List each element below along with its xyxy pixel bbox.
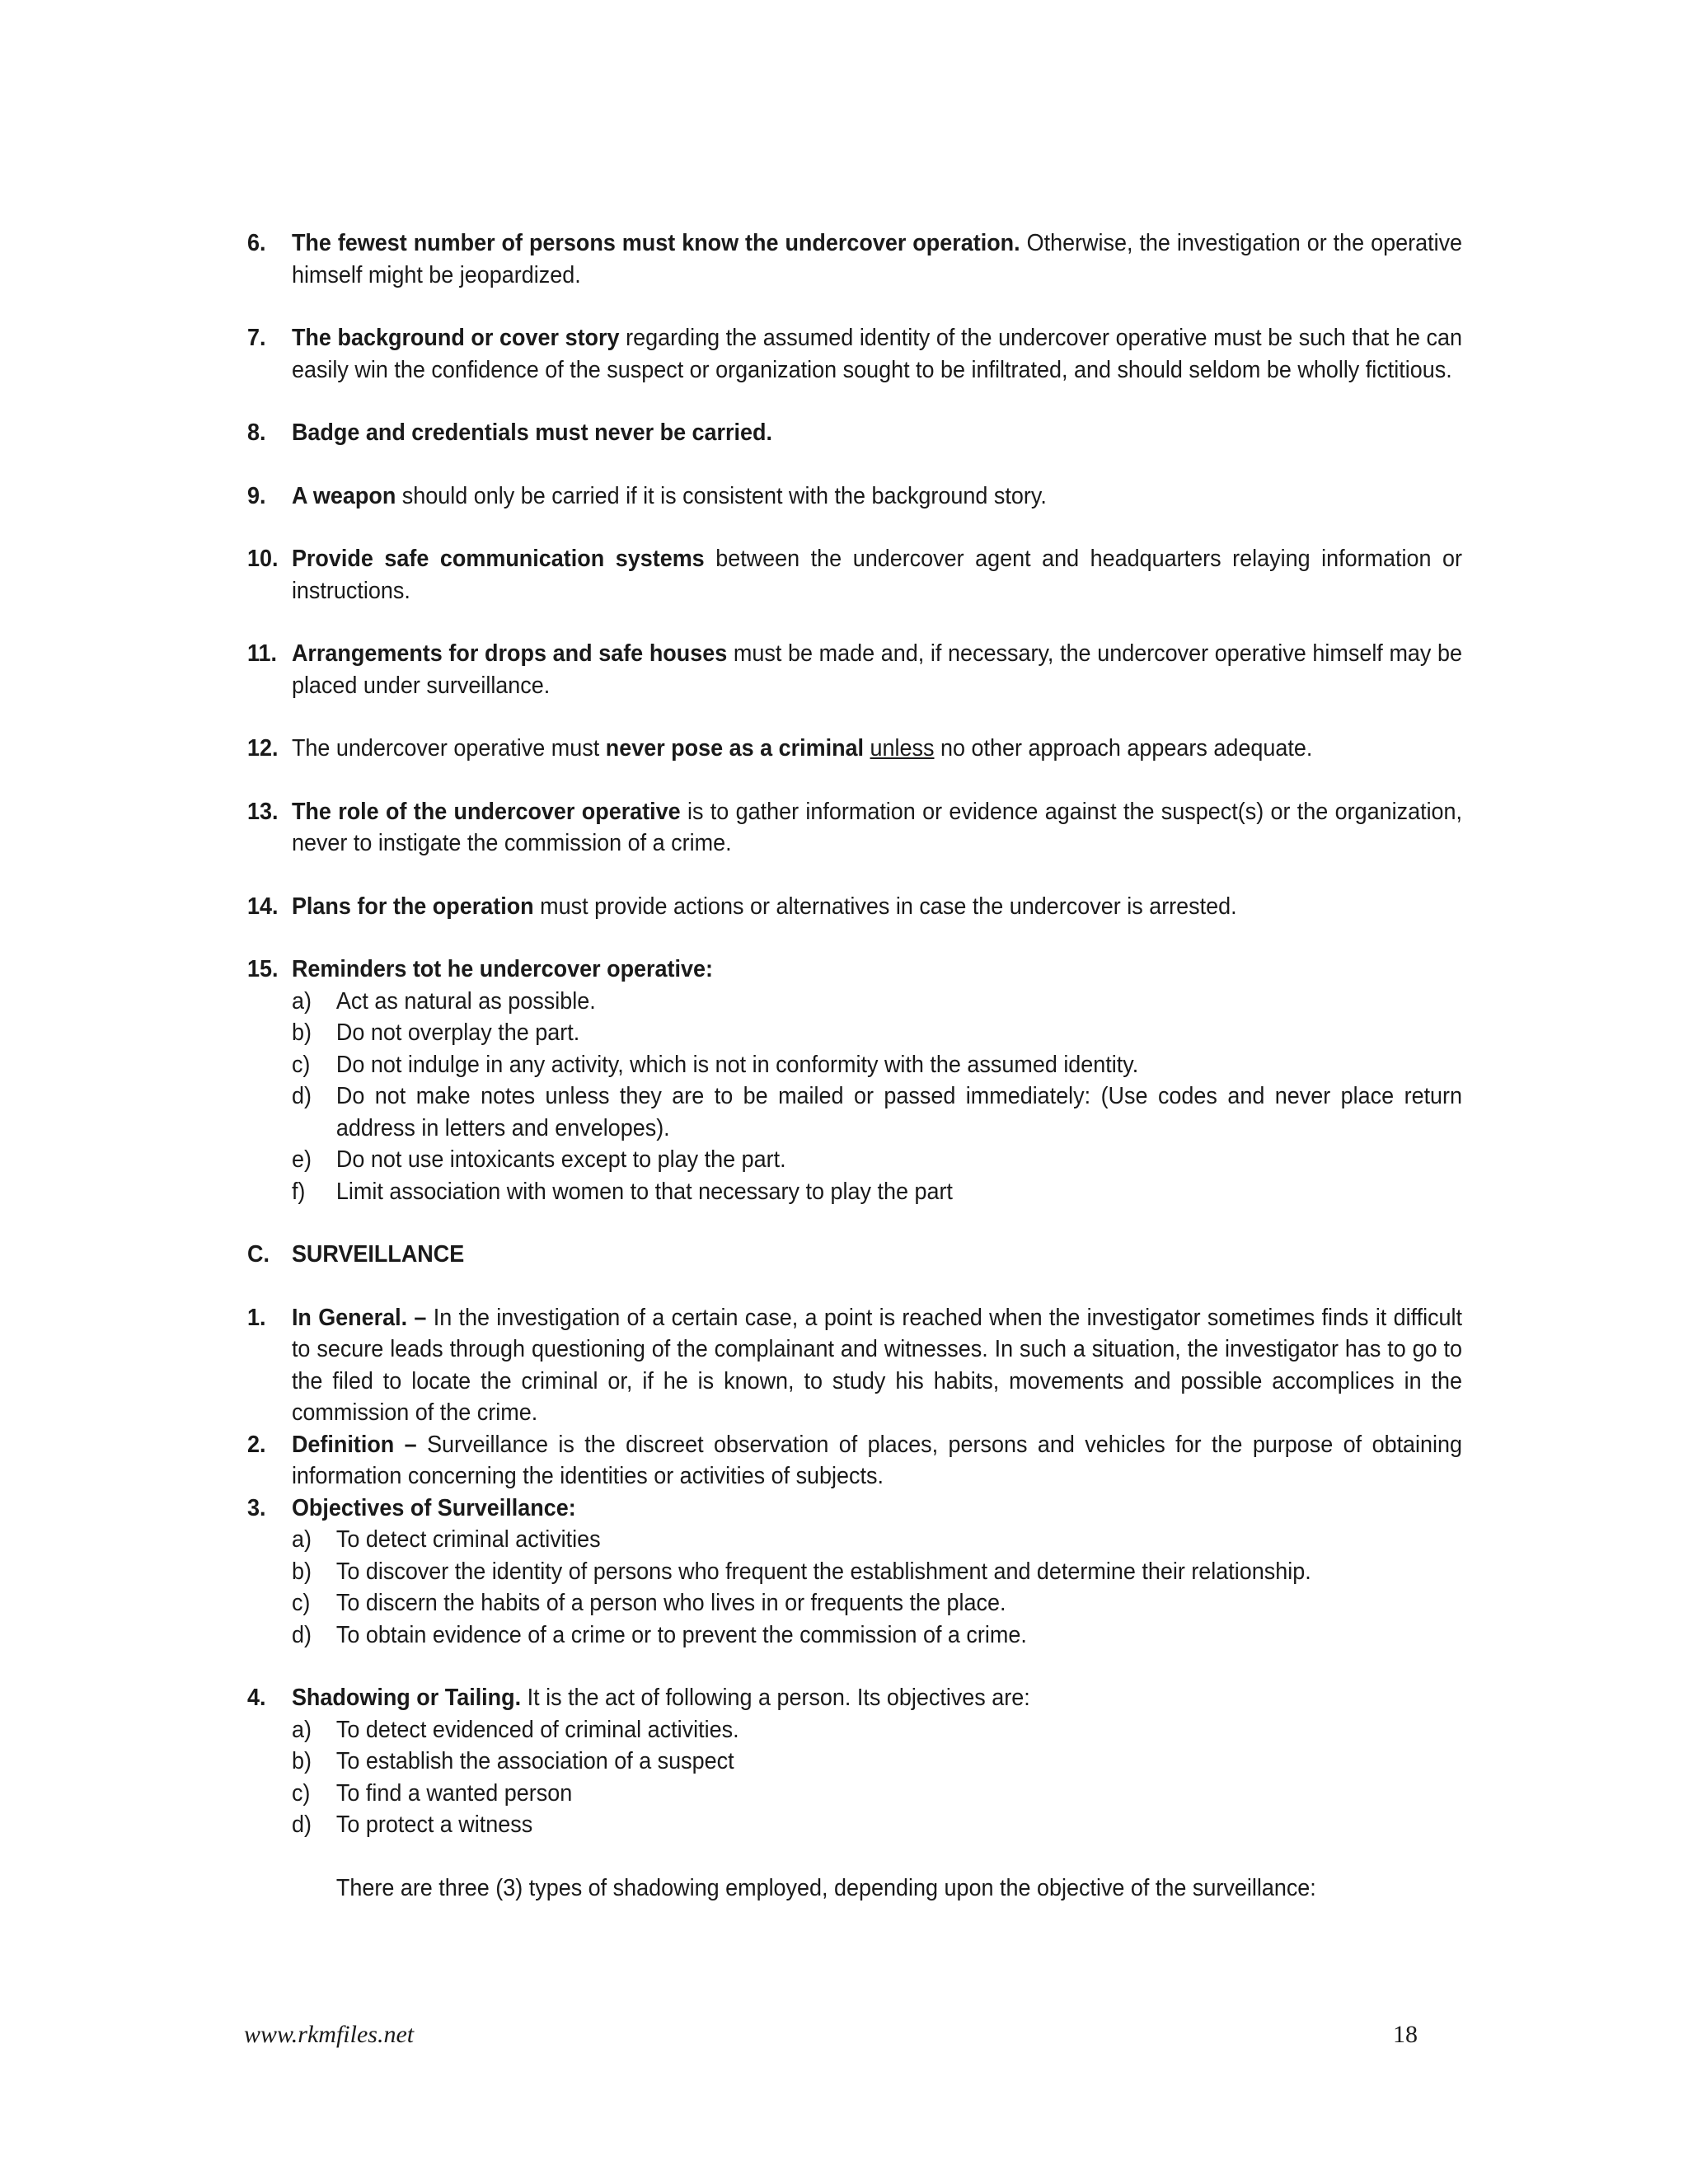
item-text: must be made and, if necessary, the undercover operative himself may be placed under surveillance. bbox=[291, 640, 1463, 699]
sub-item bbox=[292, 1778, 1462, 1810]
sub-item-text: Do not overplay the part. bbox=[335, 1019, 580, 1046]
item-heading: The fewest number of persons must know the undercover operation. bbox=[291, 230, 1020, 256]
sub-item bbox=[292, 1049, 1462, 1081]
item-number: 3. bbox=[247, 1494, 266, 1521]
item-number: 15. bbox=[247, 956, 279, 982]
surveillance-item-4 bbox=[247, 1682, 1462, 1904]
sub-item bbox=[292, 1619, 1462, 1652]
sub-item-letter: a) bbox=[291, 1526, 312, 1553]
item-number: 1. bbox=[247, 1304, 266, 1331]
item-text: should only be carried if it is consistent with the background story. bbox=[396, 482, 1047, 509]
sub-item-text: Limit association with women to that necessary to play the part bbox=[335, 1178, 953, 1205]
item-heading: never pose as a criminal bbox=[605, 735, 865, 762]
item-heading: The role of the undercover operative bbox=[291, 798, 681, 825]
item-heading: Shadowing or Tailing. bbox=[291, 1685, 522, 1711]
list-item-10 bbox=[247, 543, 1462, 607]
list-item-15 bbox=[247, 954, 1462, 1207]
item-heading: Reminders tot he undercover operative: bbox=[291, 956, 714, 982]
surveillance-item-1 bbox=[247, 1302, 1462, 1429]
sub-item-letter: e) bbox=[291, 1146, 312, 1173]
item-number: 6. bbox=[247, 230, 266, 256]
sub-item-text: To find a wanted person bbox=[335, 1779, 573, 1807]
item-number: 14. bbox=[247, 893, 279, 920]
item-text: between the undercover agent and headquarters relaying information or instructions. bbox=[291, 546, 1463, 604]
item-number: 7. bbox=[247, 325, 266, 351]
list-item-9 bbox=[247, 480, 1462, 513]
item-text: Otherwise, the investigation or the operative himself might be jeopardized. bbox=[291, 230, 1463, 288]
list-item-12 bbox=[247, 733, 1462, 765]
sub-item-text: To discover the identity of persons who frequent the establishment and determine their relationship. bbox=[335, 1558, 1311, 1585]
item-text: no other approach appears adequate. bbox=[934, 735, 1313, 762]
sub-item-text: Do not make notes unless they are to be mailed or passed immediately: (Use codes and never place return address in letters and envelopes). bbox=[335, 1083, 1463, 1141]
sub-item-letter: b) bbox=[291, 1019, 312, 1046]
underlined-word: unless bbox=[870, 735, 935, 762]
item-text: must provide actions or alternatives in case the undercover is arrested. bbox=[533, 893, 1237, 920]
sub-item bbox=[292, 986, 1462, 1018]
sub-item bbox=[292, 1809, 1462, 1841]
sub-item-letter: a) bbox=[291, 1716, 312, 1743]
section-title: SURVEILLANCE bbox=[291, 1241, 465, 1268]
sub-item bbox=[292, 1144, 1462, 1176]
item-number: 10. bbox=[247, 546, 279, 572]
item-text: It is the act of following a person. Its objectives are: bbox=[521, 1685, 1030, 1711]
sub-item-letter: a) bbox=[291, 987, 312, 1015]
item-heading: Provide safe communication systems bbox=[291, 546, 705, 572]
sub-item-letter: b) bbox=[291, 1558, 312, 1585]
sub-item-text: Do not use intoxicants except to play the part. bbox=[335, 1146, 786, 1173]
sub-item-letter: c) bbox=[291, 1779, 311, 1807]
list-item-7 bbox=[247, 322, 1462, 386]
sub-item-text: To obtain evidence of a crime or to prevent the commission of a crime. bbox=[335, 1621, 1027, 1648]
section-heading bbox=[247, 1239, 1462, 1271]
item-heading: Plans for the operation bbox=[291, 893, 534, 920]
sub-item-text: To establish the association of a suspect bbox=[335, 1748, 734, 1774]
sub-item-text: To protect a witness bbox=[335, 1811, 533, 1838]
list-item-11 bbox=[247, 638, 1462, 701]
surveillance-item-3 bbox=[247, 1493, 1462, 1652]
item-text: In the investigation of a certain case, a point is reached when the investigator sometimes finds it difficult to secure leads through questioning of the complainant and witnesses. In such a situation, the investigator has to go to the filed to locate the criminal or, if he is known, to study his habits, movements and possible accomplices in the commission of the crime. bbox=[291, 1304, 1463, 1426]
sub-item bbox=[292, 1556, 1462, 1588]
list-item-13 bbox=[247, 796, 1462, 860]
sub-item-letter: d) bbox=[291, 1621, 312, 1648]
sub-item-letter: d) bbox=[291, 1811, 312, 1838]
sub-item bbox=[292, 1714, 1462, 1746]
item-heading: Definition – bbox=[291, 1431, 417, 1458]
item-number: 13. bbox=[247, 798, 279, 825]
sub-item-text: To detect evidenced of criminal activities. bbox=[335, 1716, 739, 1743]
paragraph: There are three (3) types of shadowing employed, depending upon the objective of the surveillance: bbox=[335, 1874, 1316, 1901]
sub-item-letter: f) bbox=[291, 1178, 306, 1205]
sub-item-letter: c) bbox=[291, 1590, 311, 1616]
item-text: regarding the assumed identity of the undercover operative must be such that he can easily win the confidence of the suspect or organization sought to be infiltrated, and should seldom be wholly fictitious. bbox=[291, 325, 1463, 383]
sub-item bbox=[292, 1587, 1462, 1619]
item-heading: Objectives of Surveillance: bbox=[291, 1494, 576, 1521]
item-number: 8. bbox=[247, 419, 266, 446]
sub-item-letter: b) bbox=[291, 1748, 312, 1774]
sub-item-text: Do not indulge in any activity, which is not in conformity with the assumed identity. bbox=[335, 1051, 1139, 1078]
item-text-pre: The undercover operative must bbox=[291, 735, 606, 762]
item-heading: Badge and credentials must never be carried. bbox=[291, 419, 773, 446]
page-content bbox=[247, 227, 1463, 1904]
section-letter: C. bbox=[247, 1241, 270, 1268]
list-item-8 bbox=[247, 417, 1462, 449]
item-number: 2. bbox=[247, 1431, 266, 1458]
sub-item-letter: d) bbox=[291, 1083, 312, 1109]
item-text: Surveillance is the discreet observation of places, persons and vehicles for the purpose of obtaining information concerning the identities or activities of subjects. bbox=[291, 1431, 1463, 1489]
item-number: 11. bbox=[247, 640, 278, 667]
item-heading: Arrangements for drops and safe houses bbox=[291, 640, 728, 667]
sub-item bbox=[292, 1524, 1462, 1556]
sub-item bbox=[292, 1176, 1462, 1208]
item-heading: A weapon bbox=[291, 482, 396, 509]
item-number: 4. bbox=[247, 1685, 266, 1711]
item-number: 9. bbox=[247, 482, 266, 509]
sub-item-letter: c) bbox=[291, 1051, 311, 1078]
page-number: 18 bbox=[1393, 2021, 1418, 2048]
list-item-6 bbox=[247, 227, 1462, 291]
item-number: 12. bbox=[247, 735, 279, 762]
item-heading: In General. – bbox=[291, 1304, 427, 1331]
sub-item bbox=[292, 1746, 1462, 1778]
sub-item bbox=[292, 1080, 1462, 1144]
sub-item-text: Act as natural as possible. bbox=[335, 987, 596, 1015]
sub-item-text: To detect criminal activities bbox=[335, 1526, 601, 1553]
item-text: is to gather information or evidence against the suspect(s) or the organization, never to instigate the commission of a crime. bbox=[291, 798, 1463, 856]
surveillance-item-2 bbox=[247, 1429, 1462, 1493]
item-heading: The background or cover story bbox=[291, 325, 620, 351]
list-item-14 bbox=[247, 891, 1462, 923]
sub-item-text: To discern the habits of a person who lives in or frequents the place. bbox=[335, 1590, 1006, 1616]
sub-item bbox=[292, 1017, 1462, 1049]
footer-url: www.rkmfiles.net bbox=[244, 2021, 415, 2048]
